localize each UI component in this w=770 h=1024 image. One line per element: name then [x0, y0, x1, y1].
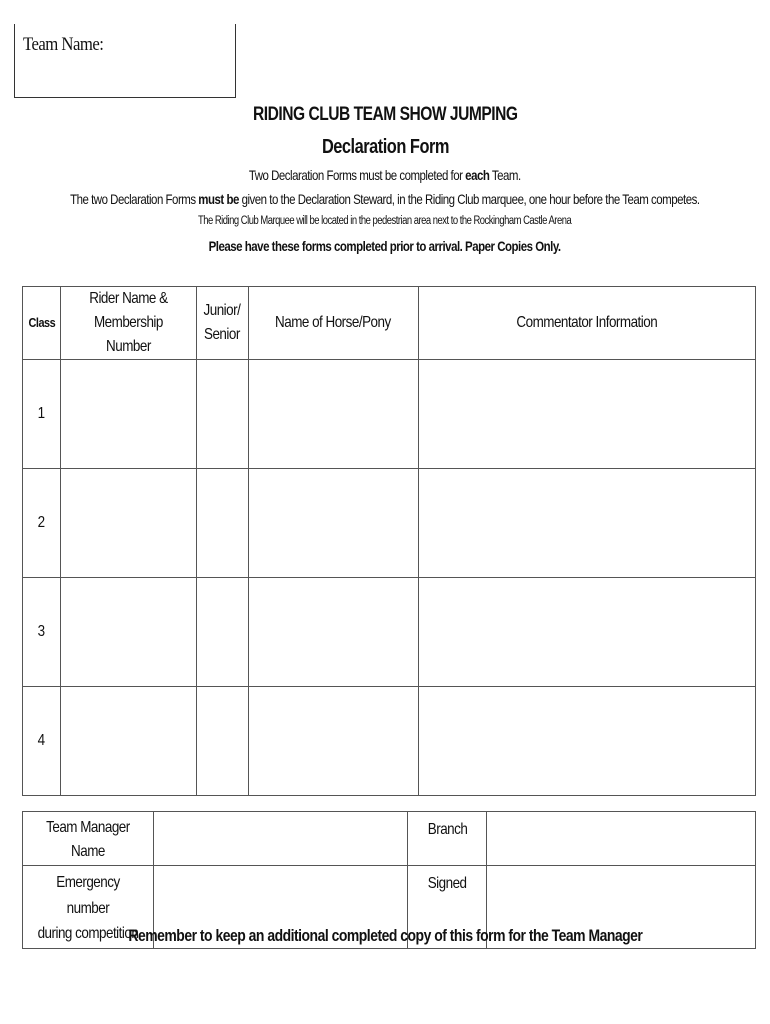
instruction-line-1: Two Declaration Forms must be completed for each Team. — [249, 167, 521, 183]
instruction-line-4: Please have these forms completed prior to arrival. Paper Copies Only. — [209, 238, 561, 254]
table-row — [23, 360, 756, 469]
table-row — [23, 469, 756, 578]
table-row — [23, 687, 756, 796]
instruction-line-2: The two Declaration Forms must be given to the Declaration Steward, in the Riding Club marquee, one hour before the Team competes. — [70, 191, 700, 207]
signed-label: Signed — [408, 866, 487, 948]
rider-name-field[interactable] — [60, 360, 196, 469]
rider-name-field[interactable] — [60, 578, 196, 687]
row-class-number: 3 — [23, 578, 61, 687]
commentator-info-field[interactable] — [418, 469, 755, 578]
rider-table — [22, 286, 756, 796]
junior-senior-field[interactable] — [196, 360, 248, 469]
junior-senior-field[interactable] — [196, 687, 248, 796]
col-header-commentator: Commentator Information — [418, 287, 755, 360]
team-manager-name-label: Team Manager Name — [23, 812, 154, 866]
row-class-number: 4 — [23, 687, 61, 796]
row-class-number: 1 — [23, 360, 61, 469]
rider-name-field[interactable] — [60, 687, 196, 796]
commentator-info-field[interactable] — [418, 578, 755, 687]
form-title: RIDING CLUB TEAM SHOW JUMPING — [252, 104, 518, 125]
footer-note: Remember to keep an additional completed copy of this form for the Team Manager — [128, 926, 642, 945]
junior-senior-field[interactable] — [196, 578, 248, 687]
horse-name-field[interactable] — [248, 578, 418, 687]
rider-name-field[interactable] — [60, 469, 196, 578]
row-class-number: 2 — [23, 469, 61, 578]
branch-field[interactable] — [487, 812, 756, 866]
branch-label: Branch — [408, 812, 487, 866]
team-name-label: Team Name: — [23, 34, 104, 55]
col-header-horse: Name of Horse/Pony — [248, 287, 418, 360]
emergency-number-label: Emergency number during competition — [23, 866, 154, 948]
form-subtitle: Declaration Form — [321, 136, 449, 158]
col-header-rider: Rider Name & Membership Number — [60, 287, 196, 360]
col-header-class: Class — [23, 287, 61, 360]
team-name-box — [14, 24, 236, 98]
commentator-info-field[interactable] — [418, 687, 755, 796]
manager-row — [23, 812, 756, 866]
horse-name-field[interactable] — [248, 687, 418, 796]
table-header-row — [23, 287, 756, 360]
team-manager-name-field[interactable] — [153, 812, 408, 866]
horse-name-field[interactable] — [248, 469, 418, 578]
horse-name-field[interactable] — [248, 360, 418, 469]
table-row — [23, 578, 756, 687]
instruction-line-3: The Riding Club Marquee will be located in the pedestrian area next to the Rockingham Castle Arena — [198, 215, 572, 227]
col-header-junior-senior: Junior/ Senior — [196, 287, 248, 360]
commentator-info-field[interactable] — [418, 360, 755, 469]
junior-senior-field[interactable] — [196, 469, 248, 578]
